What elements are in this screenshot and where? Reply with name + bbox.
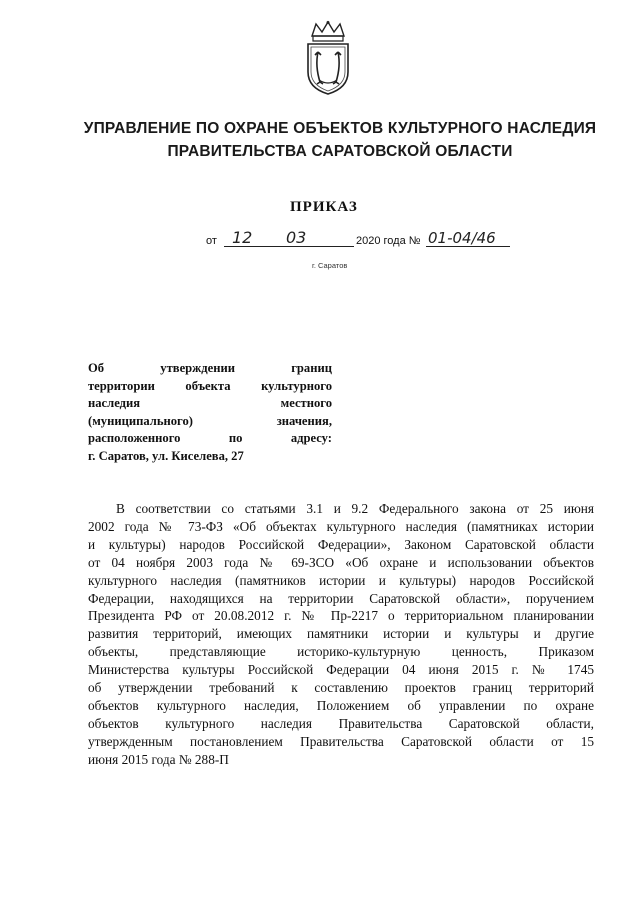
body-line: Министерства культуры Российской Федерации 04 июня 2015 г. № 1745 [88, 662, 594, 678]
order-date-line [206, 228, 526, 250]
saratov-coat-of-arms-icon [302, 20, 354, 96]
body-line: от 04 ноября 2003 года № 69-ЗСО «Об охране и использовании объектов [88, 554, 594, 570]
year-label: 2020 года № [356, 235, 421, 247]
body-line: Федерации, находящихся на территории Саратовской области», поручением [88, 590, 594, 606]
order-body-paragraph [88, 500, 594, 769]
body-line: 2002 года № 73-ФЗ «Об объектах культурного наследия (памятниках истории [88, 518, 594, 534]
body-line: объектов культурного наследия, Положением об управлении по охране [88, 697, 594, 713]
city-label: г. Саратов [312, 261, 348, 270]
body-line: культурного наследия (памятников истории и культуры) народов Российской [88, 572, 594, 588]
body-line: развития территорий, имеющих памятники истории и культуры и другие [88, 626, 594, 642]
date-month-handwritten: 03 [286, 228, 307, 247]
body-line: Президента РФ от 20.08.2012 г. № Пр-2217 о территориальном планировании [88, 608, 594, 624]
date-prefix: от [206, 235, 217, 247]
order-subject [88, 360, 332, 465]
body-line: утвержденным постановлением Правительства Саратовской области от 15 [88, 733, 594, 749]
agency-name-line2: ПРАВИТЕЛЬСТВА САРАТОВСКОЙ ОБЛАСТИ [167, 143, 513, 160]
date-day-handwritten: 12 [232, 228, 253, 247]
subject-line: наследия местного [88, 396, 332, 410]
body-line: объекты, представляющие историко-культурную ценность, Приказом [88, 644, 594, 660]
subject-line: г. Саратов, ул. Киселева, 27 [88, 448, 244, 463]
agency-name-line1: УПРАВЛЕНИЕ ПО ОХРАНЕ ОБЪЕКТОВ КУЛЬТУРНОГО НАСЛЕДИЯ [83, 120, 597, 137]
body-line: В соответствии со статьями 3.1 и 9.2 Федерального закона от 25 июня [116, 501, 594, 516]
subject-line: (муниципального) значения, [88, 413, 332, 428]
subject-line: расположенного по адресу: [88, 431, 332, 445]
body-line: июня 2015 года № 288-П [88, 751, 229, 767]
document-type-title: ПРИКАЗ [290, 199, 358, 215]
body-line: об утверждении требований к составлению проектов границ территорий [88, 680, 594, 696]
subject-line: территории объекта культурного [88, 378, 332, 393]
order-number-handwritten: 01-04/46 [428, 229, 496, 247]
body-line: и культуры) народов Российской Федерации», Законом Саратовской области [88, 536, 594, 552]
body-line: объектов культурного наследия Правительства Саратовской области, [88, 715, 594, 731]
subject-line: Об утверждении границ [88, 361, 332, 375]
